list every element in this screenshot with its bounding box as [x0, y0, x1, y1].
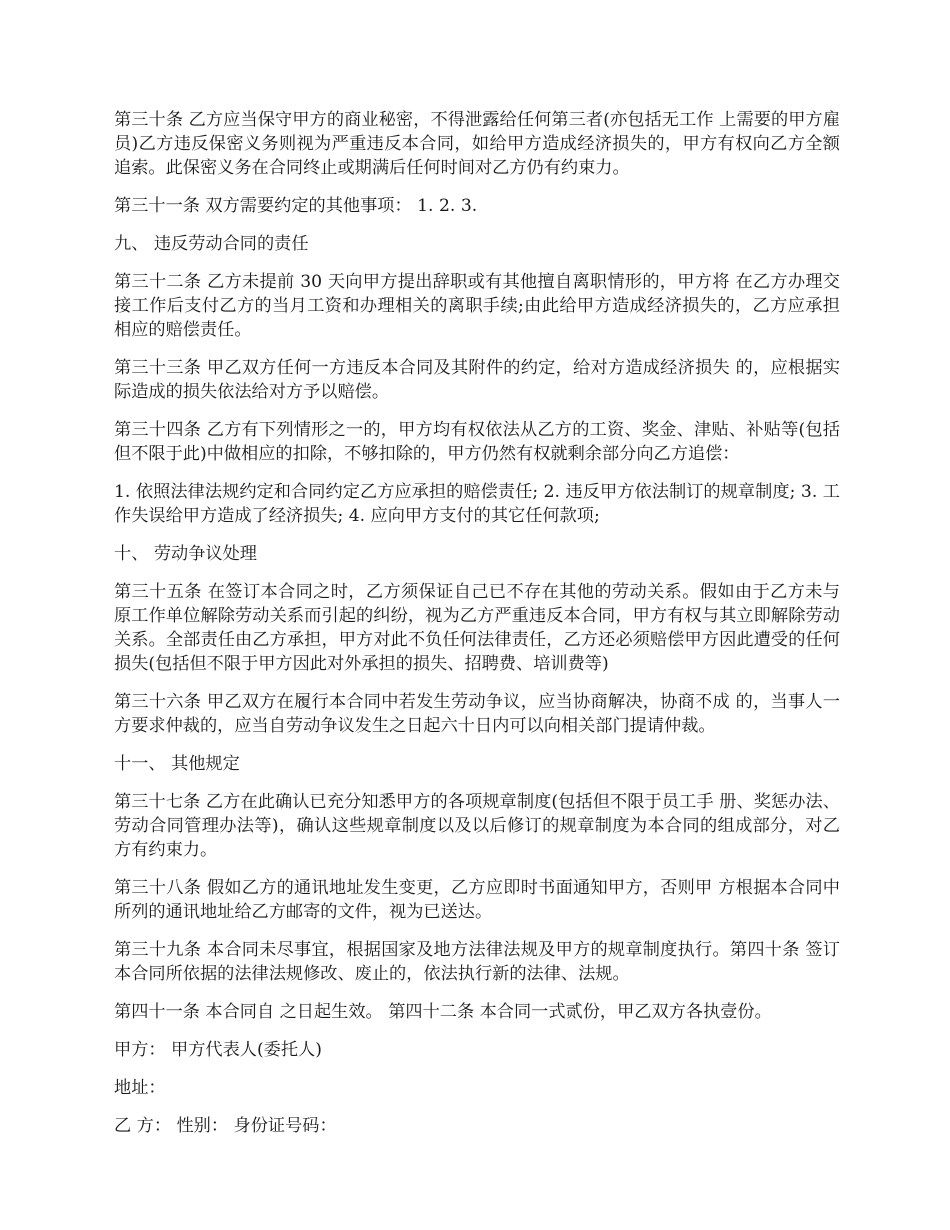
article-41-42: 第四十一条 本合同自 之日起生效。 第四十二条 本合同一式贰份，甲乙双方各执壹份。 — [114, 1002, 772, 1022]
article-32: 第三十二条 乙方未提前 30 天向甲方提出辞职或有其他擅自离职情形的，甲方将 在乙方办理交接工作后支付乙方的当月工资和办理相关的离职手续;由此给甲方造成经济损失的，乙方应承担相应的赔偿责任。 — [114, 272, 840, 340]
article-33: 第三十三条 甲乙双方任何一方违反本合同及其附件的约定，给对方造成经济损失 的，应根据实际造成的损失依法给对方予以赔偿。 — [114, 358, 840, 402]
article-38: 第三十八条 假如乙方的通讯地址发生变更，乙方应即时书面通知甲方，否则甲 方根据本合同中所列的通讯地址给乙方邮寄的文件，视为已送达。 — [114, 878, 840, 922]
document-page — [114, 108, 840, 1152]
section-heading-11: 十一、 其他规定 — [114, 754, 240, 774]
article-30: 第三十条 乙方应当保守甲方的商业秘密，不得泄露给任何第三者(亦包括无工作 上需要的甲方雇员)乙方违反保密义务则视为严重违反本合同，如给甲方造成经济损失的，甲方有权向乙方全额追索。此保密义务在合同终止或期满后任何时间对乙方仍有约束力。 — [114, 110, 840, 178]
section-heading-9: 九、 违反劳动合同的责任 — [114, 234, 309, 254]
article-34: 第三十四条 乙方有下列情形之一的，甲方均有权依法从乙方的工资、奖金、津贴、补贴等(包括但不限于此)中做相应的扣除，不够扣除的，甲方仍然有权就剩余部分向乙方追偿： — [114, 420, 840, 464]
address-line: 地址： — [114, 1078, 166, 1098]
article-35: 第三十五条 在签订本合同之时，乙方须保证自己已不存在其他的劳动关系。假如由于乙方未与原工作单位解除劳动关系而引起的纠纷，视为乙方严重违反本合同，甲方有权与其立即解除劳动关系。全部责任由乙方承担，甲方对此不负任何法律责任，乙方还必须赔偿甲方因此遭受的任何损失(包括但不限于甲方因此对外承担的损失、招聘费、培训费等) — [114, 582, 840, 674]
party-a-signature-line: 甲方： 甲方代表人(委托人) — [114, 1040, 322, 1060]
article-39-40: 第三十九条 本合同未尽事宜，根据国家及地方法律法规及甲方的规章制度执行。第四十条 签订本合同所依据的法律法规修改、废止的，依法执行新的法律、法规。 — [114, 940, 840, 984]
section-heading-10: 十、 劳动争议处理 — [114, 544, 257, 564]
party-b-signature-line: 乙 方： 性别： 身份证号码： — [114, 1116, 337, 1136]
article-34-items: 1. 依照法律法规约定和合同约定乙方应承担的赔偿责任; 2. 违反甲方依法制订的规章制度; 3. 工作失误给甲方造成了经济损失; 4. 应向甲方支付的其它任何款项; — [114, 482, 840, 526]
article-31: 第三十一条 双方需要约定的其他事项： 1. 2. 3. — [114, 196, 478, 216]
article-37: 第三十七条 乙方在此确认已充分知悉甲方的各项规章制度(包括但不限于员工手 册、奖惩办法、劳动合同管理办法等)，确认这些规章制度以及以后修订的规章制度为本合同的组成部分，对乙方有约束力。 — [114, 792, 840, 860]
article-36: 第三十六条 甲乙双方在履行本合同中若发生劳动争议，应当协商解决，协商不成 的，当事人一方要求仲裁的，应当自劳动争议发生之日起六十日内可以向相关部门提请仲裁。 — [114, 692, 840, 736]
